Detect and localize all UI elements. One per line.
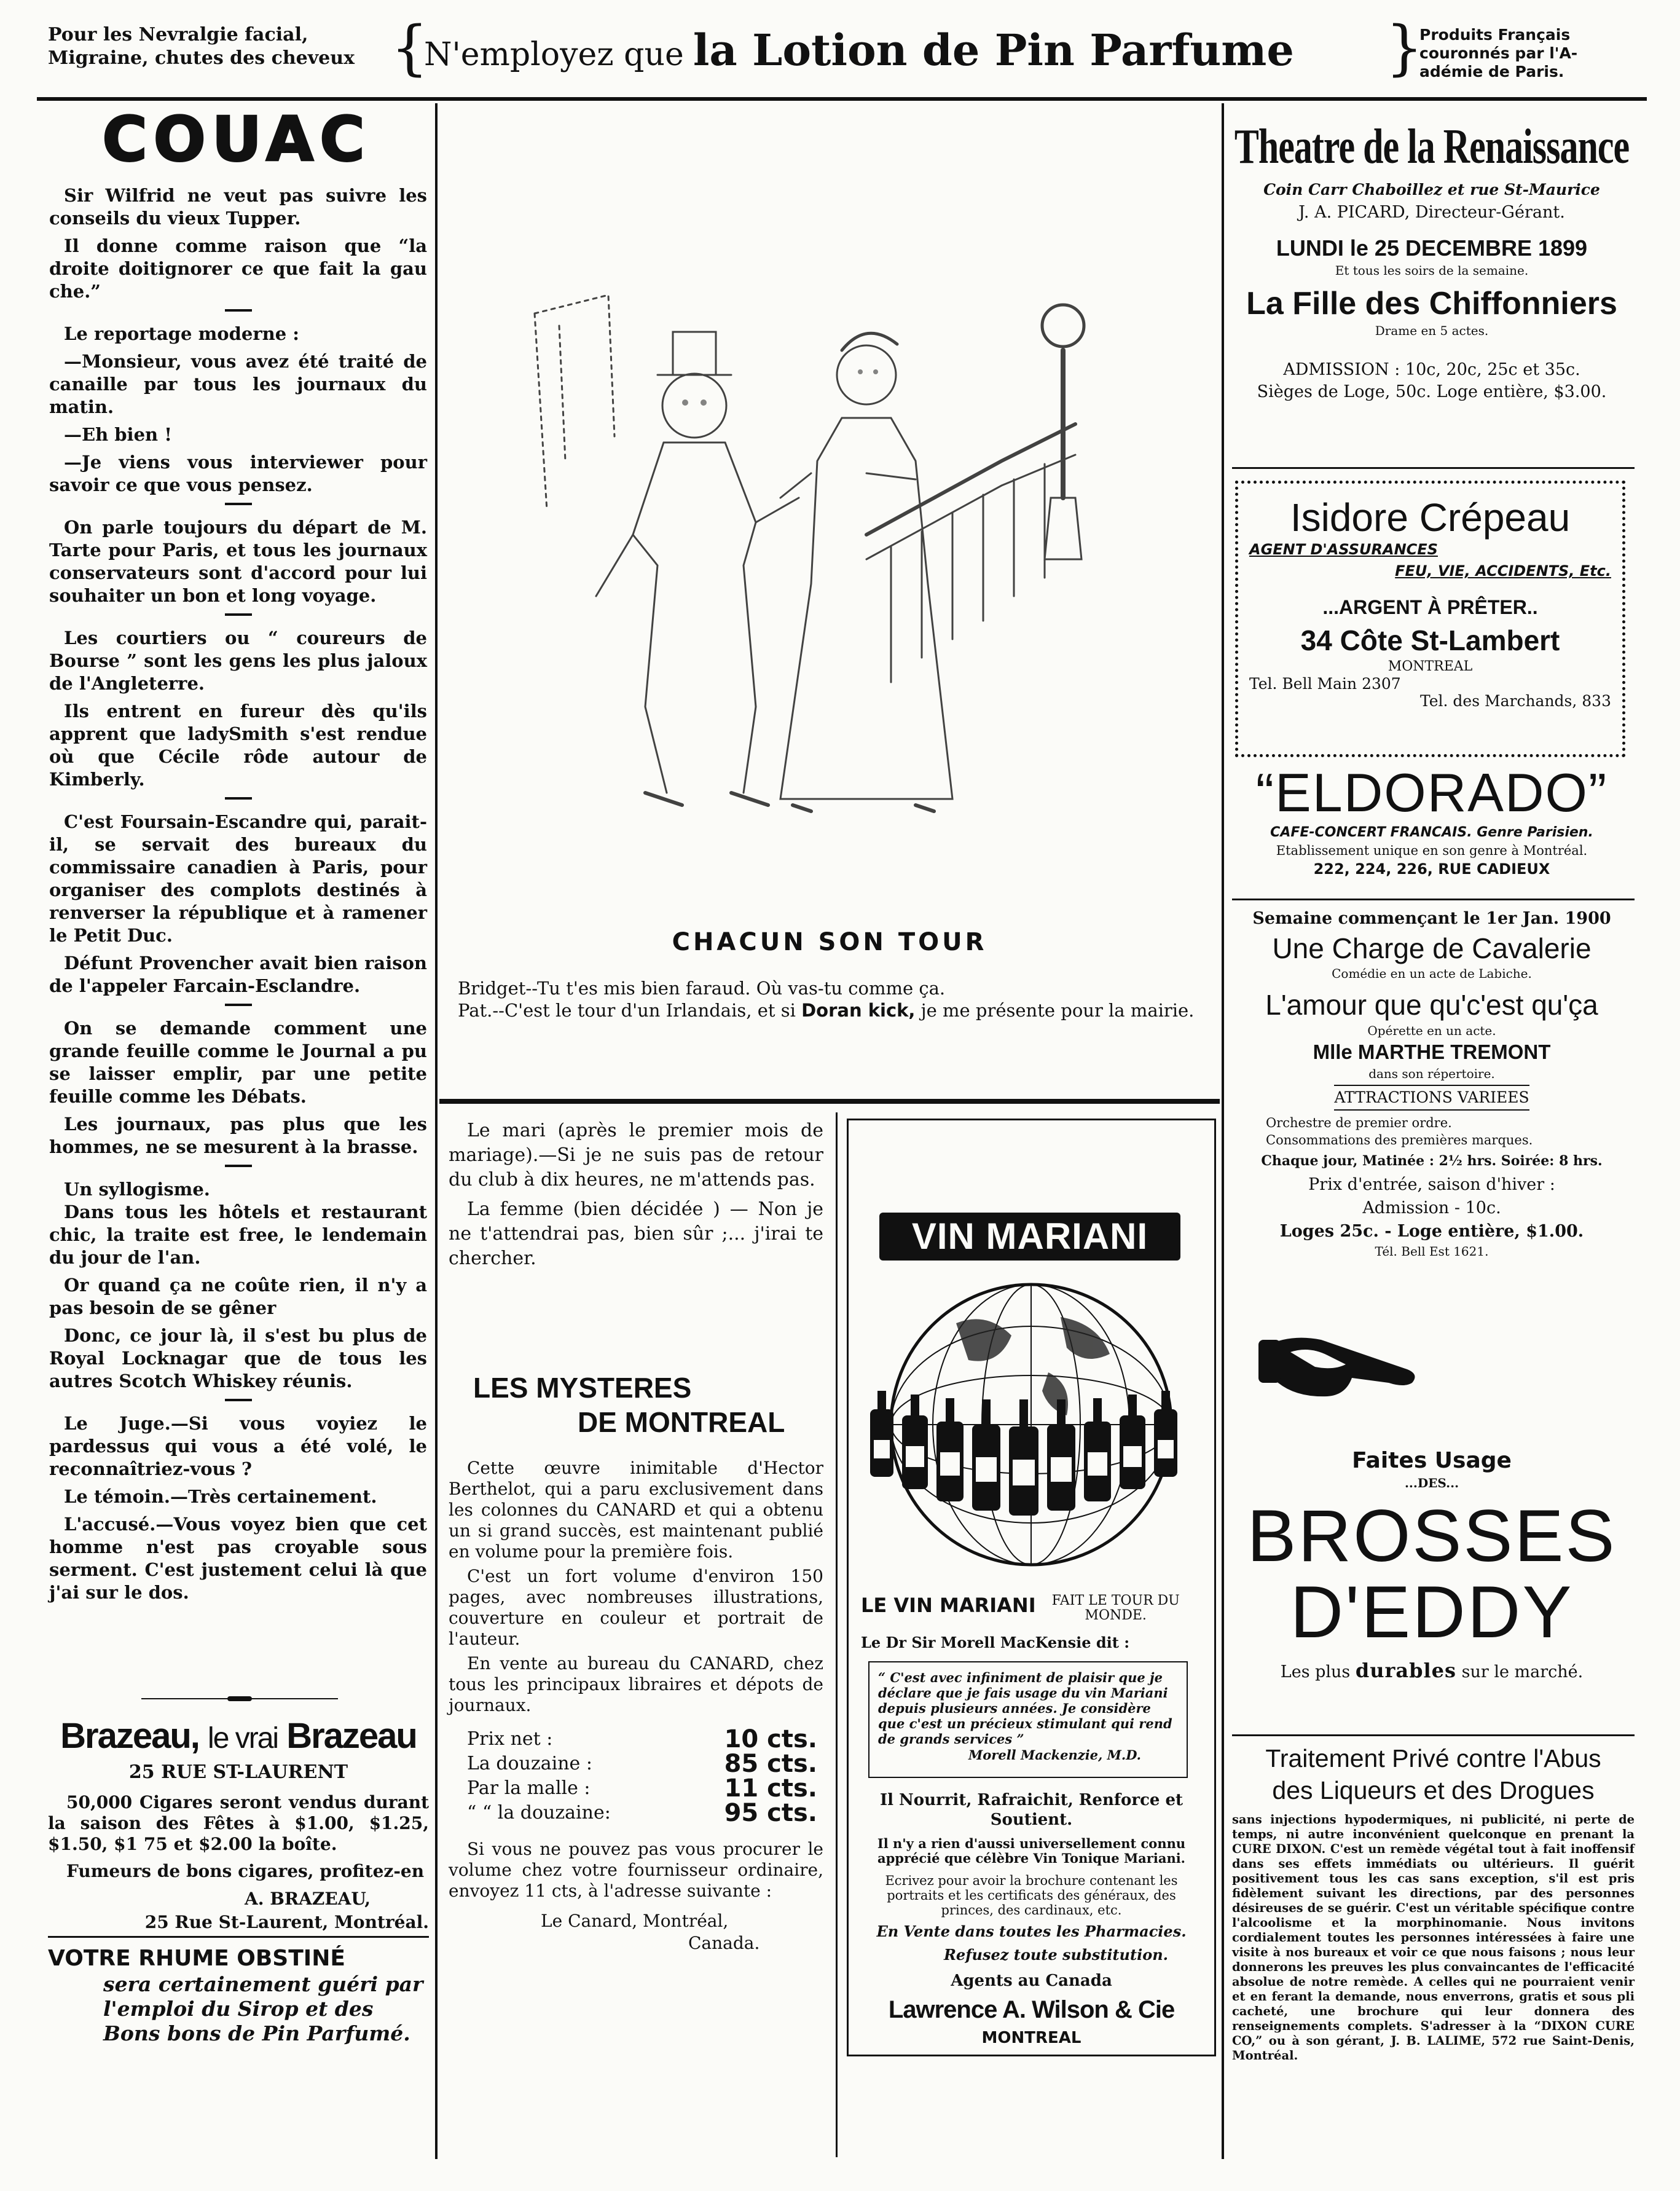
- theatre-addr: Coin Carr Chaboillez et rue St-Maurice: [1263, 181, 1600, 199]
- mari-p1: Le mari (après le premier mois de mariage).—Si je ne suis pas de retour du club à dix heures, ne m'attends pas.: [449, 1120, 823, 1190]
- eldorado-show1: Une Charge de Cavalerie: [1272, 932, 1592, 964]
- couac-p3: Le reportage moderne :: [64, 323, 299, 344]
- eddy-tag-b: durables: [1355, 1659, 1457, 1682]
- brazeau-rule: [48, 1936, 429, 1938]
- crepeau-name: Isidore Crépeau: [1290, 495, 1571, 540]
- brazeau-ad: [48, 1715, 429, 1934]
- couac-p2: Il donne comme raison que “la droite doitignorer ce que fait la gau che.”: [49, 235, 427, 302]
- col-rule-2: [1222, 103, 1224, 2159]
- theatre-adm2: Sièges de Loge, 50c. Loge entière, $3.00.: [1257, 382, 1607, 401]
- couac-p12: On se demande comment une grande feuille comme le Journal a pu se laisser emplir, par une petite feuille comme les Débats.: [49, 1018, 427, 1107]
- header-brace-right: }: [1386, 14, 1424, 82]
- header-right-line2: couronnés par l'A-: [1419, 44, 1578, 62]
- mysteres-prices: [449, 1727, 823, 1825]
- eddy-faites: Faites Usage: [1352, 1448, 1512, 1473]
- couac-p5: —Eh bien !: [64, 424, 172, 445]
- mariani-l8: MONTREAL: [981, 2029, 1081, 2047]
- mysteres-p3: En vente au bureau du CANARD, chez tous les principaux libraires et dépots de journaux.: [449, 1653, 823, 1715]
- eldorado-ad: [1229, 762, 1635, 879]
- col-rule-1: [435, 103, 438, 2159]
- ornament-divider: [141, 1696, 338, 1701]
- eddy-t2: D'EDDY: [1290, 1571, 1574, 1653]
- mariani-tagline: [861, 1594, 1205, 1623]
- brazeau-body: 50,000 Cigares seront vendus durant la saison des Fêtes à $1.00, $1.25, $1.50, $1 75 et $2.00 la boîte.: [48, 1792, 429, 1854]
- cartoon-illustration: [522, 277, 1143, 891]
- price-row: [467, 1727, 817, 1752]
- price-value: 85 cts.: [724, 1750, 817, 1778]
- couac-p7: On parle toujours du départ de M. Tarte pour Paris, et tous les journaux conservateurs sont d'accord pour lui souhaiter un bon et long voyage.: [49, 517, 427, 606]
- eldorado-show2-sub: Opérette en un acte.: [1367, 1023, 1496, 1038]
- dixon-title2: des Liqueurs et des Drogues: [1272, 1776, 1595, 1804]
- separator: [225, 613, 252, 616]
- crepeau-city: MONTREAL: [1388, 659, 1473, 674]
- couac-p19: Le témoin.—Très certainement.: [64, 1486, 377, 1507]
- couac-column: [49, 184, 427, 1609]
- rhume-title: VOTRE RHUME OBSTINÉ: [48, 1946, 345, 1971]
- cartoon-line1: Bridget--Tu t'es mis bien faraud. Où vas-tu comme ça.: [458, 978, 946, 999]
- price-value: 95 cts.: [724, 1799, 817, 1827]
- mariani-l3: Ecrivez pour avoir la brochure contenant les portraits et les certificats des généraux, des princes, des cardinaux, etc.: [885, 1873, 1178, 1918]
- header-left: [48, 23, 392, 70]
- mariani-l1: Il Nourrit, Rafraichit, Renforce et Soutient.: [879, 1791, 1183, 1829]
- couac-p9: Ils entrent en fureur dès qu'ils apprent que ladySmith s'est rendue où que Cécile rôde autour de Kimberly.: [49, 701, 427, 790]
- mariani-title: VIN MARIANI: [911, 1216, 1148, 1257]
- brazeau-title-c: Brazeau: [286, 1716, 417, 1756]
- mysteres-p1: Cette œuvre inimitable d'Hector Berthelot, qui a paru exclusivement dans les colonnes du CANARD et qui a obtenu un si grand succès, est maintenant publié en volume pour la première fois.: [449, 1458, 823, 1562]
- couac-title: COUAC: [102, 103, 371, 175]
- price-label: Prix net :: [467, 1728, 553, 1750]
- eldorado-attr: ATTRACTIONS VARIEES: [1334, 1085, 1529, 1111]
- header-brace-left: {: [391, 14, 429, 82]
- price-row: [467, 1776, 817, 1801]
- col2-inner-rule: [836, 1112, 838, 2157]
- theatre-dir: J. A. PICARD, Directeur-Gérant.: [1298, 203, 1565, 222]
- mariani-quote-sig: Morell Mackenzie, M.D.: [968, 1747, 1141, 1763]
- price-value: 11 cts.: [724, 1774, 817, 1803]
- eldorado-show1-sub: Comédie en un acte de Labiche.: [1332, 966, 1532, 981]
- theatre-title: Theatre de la Renaissance: [1234, 119, 1630, 174]
- mariani-l5: Refusez toute substitution.: [943, 1946, 1168, 1964]
- crepeau-argent: ...ARGENT À PRÊTER..: [1322, 596, 1538, 618]
- mariani-ad: [847, 1119, 1216, 2056]
- dixon-ad: [1232, 1742, 1635, 2063]
- eldorado-adm: Admission - 10c.: [1362, 1198, 1501, 1217]
- mysteres-title2: DE MONTREAL: [578, 1406, 785, 1438]
- eldorado-title: “ELDORADO”: [1255, 762, 1608, 823]
- crepeau-role: AGENT D'ASSURANCES: [1249, 541, 1438, 558]
- eldorado-loges: Loges 25c. - Loge entière, $1.00.: [1279, 1222, 1584, 1241]
- eddy-tag-c: sur le marché.: [1456, 1662, 1584, 1682]
- hand-pointing-icon: [1254, 1321, 1438, 1407]
- mariani-quote-box: [868, 1661, 1188, 1778]
- eldorado-artist-sub: dans son répertoire.: [1368, 1066, 1495, 1081]
- mysteres-p4: Si vous ne pouvez pas vous procurer le volume chez votre fournisseur ordinaire, envoyez 11 cts, à l'adresse suivante :: [449, 1839, 823, 1901]
- header-center-main: la Lotion de Pin Parfume: [693, 25, 1294, 76]
- couac-p17: Donc, ce jour là, il s'est bu plus de Royal Locknagar que de tous les autres Scotch Whiskey réunis.: [49, 1325, 427, 1391]
- header-rule: [37, 97, 1647, 101]
- couac-p15: Dans tous les hôtels et restaurant chic, la traite est free, le lendemain du jour de l'an.: [49, 1202, 427, 1268]
- couac-p13: Les journaux, pas plus que les hommes, ne se mesurent à la brasse.: [49, 1114, 427, 1157]
- mari-story: [449, 1119, 823, 1271]
- mysteres-addr2: Canada.: [688, 1933, 760, 1953]
- couac-p20: L'accusé.—Vous voyez bien que cet homme n'est pas croyable sous serment. C'est justement celui là que j'ai sur le dos.: [49, 1514, 427, 1603]
- eldorado-prix: Prix d'entrée, saison d'hiver :: [1308, 1175, 1555, 1194]
- couac-p11: Défunt Provencher avait bien raison de l'appeler Farcain-Esclandre.: [49, 953, 427, 996]
- separator: [225, 309, 252, 312]
- brazeau-title-b: le vrai: [208, 1722, 278, 1755]
- separator: [225, 797, 252, 800]
- theatre-play: La Fille des Chiffonniers: [1246, 286, 1617, 321]
- brazeau-title: [48, 1715, 429, 1760]
- mysteres-ad: [449, 1371, 823, 1954]
- header-left-line1: Pour les Nevralgie facial,: [48, 24, 308, 45]
- mariani-globe: [864, 1268, 1199, 1581]
- mariani-l6: Agents au Canada: [951, 1972, 1112, 1990]
- header-right: [1419, 26, 1665, 81]
- mariani-tag-b: FAIT LE TOUR DU MONDE.: [1051, 1593, 1180, 1623]
- brazeau-line2: Fumeurs de bons cigares, profitez-en: [66, 1861, 425, 1881]
- mariani-doc: Le Dr Sir Morell MacKensie dit :: [861, 1634, 1130, 1651]
- mariani-title-box: [879, 1213, 1180, 1261]
- couac-p18: Le Juge.—Si vous voyiez le pardessus qui vous a été volé, le reconnaîtriez-vous ?: [49, 1413, 427, 1479]
- mariani-quote: “ C'est avec infiniment de plaisir que je déclare que je fais usage du vin Mariani depuis plusieurs années. Je considère que c'est un précieux stimulant qui rend de grands services ”: [878, 1670, 1172, 1747]
- couac-p14: Un syllogisme.: [64, 1179, 210, 1200]
- cartoon-line2-a: Pat.--C'est le tour d'un Irlandais, et si: [458, 1000, 802, 1021]
- dixon-body: sans injections hypodermiques, ni publicité, ni perte de temps, ni autre inconvénient quelconque en prenant la CURE DIXON. C'est un remède végétal tout à fait inoffensif dans ses effets immédiats ou ultérieurs. Il guérit positivement tous les cas sans exception, s'il est pris fidèlement suivant les directions, par des personnes désireuses de se guérir. C'est un véritable spécifique contre l'alcoolisme et la morphinomanie. Nous invitons cordialement toutes les personnes intéressées à faire une visite à nos bureaux et voir ce que nous faisons ; nous leur donnerons les preuves les plus convaincantes de l'efficacité absolue de notre remède. A celles qui ne pourraient venir et en ferant la demande, nous enverrons, gratis et sous pli cacheté, une brochure qui leur donnera des renseignements complets. S'adresser à la “DIXON CURE CO,” ou à son gérant, J. B. LALIME, 572 rue Saint-Denis, Montréal.: [1232, 1812, 1635, 2063]
- brazeau-sig: A. BRAZEAU,: [245, 1889, 371, 1909]
- brazeau-title-a: Brazeau,: [60, 1716, 199, 1756]
- eldorado-addr: 222, 224, 226, RUE CADIEUX: [1313, 860, 1550, 878]
- eddy-t1: BROSSES: [1247, 1495, 1617, 1577]
- separator: [225, 503, 252, 505]
- theatre-sub: Et tous les soirs de la semaine.: [1335, 263, 1529, 278]
- mariani-tag-a: LE VIN MARIANI: [861, 1594, 1036, 1617]
- theatre-rule: [1232, 467, 1635, 469]
- theatre-date: LUNDI le 25 DECEMBRE 1899: [1276, 235, 1588, 261]
- eddy-des: ...DES...: [1404, 1476, 1459, 1490]
- mysteres-title1: LES MYSTERES: [473, 1372, 692, 1404]
- couac-p1: Sir Wilfrid ne veut pas suivre les conseils du vieux Tupper.: [49, 185, 427, 229]
- price-value: 10 cts.: [724, 1725, 817, 1753]
- rhume-body: sera certainement guéri par l'emploi du Sirop et des Bons bons de Pin Parfumé.: [103, 1972, 423, 2045]
- couac-p4: —Monsieur, vous avez été traité de canaille par tous les journaux du matin.: [49, 351, 427, 417]
- theatre-play-sub: Drame en 5 actes.: [1375, 323, 1489, 338]
- header-center: [424, 25, 1294, 76]
- eldorado-cons: Consommations des premières marques.: [1266, 1133, 1533, 1147]
- cartoon-caption: [458, 977, 1214, 1021]
- mysteres-addr1: Le Canard, Montréal,: [541, 1911, 729, 1931]
- crepeau-tel1: Tel. Bell Main 2307: [1249, 675, 1401, 693]
- couac-p6: —Je viens vous interviewer pour savoir ce que vous pensez.: [49, 452, 427, 495]
- price-row: [467, 1752, 817, 1776]
- eddy-tagline: [1229, 1656, 1635, 1686]
- separator: [225, 1004, 252, 1006]
- eldorado-sub: CAFE-CONCERT FRANCAIS. Genre Parisien.: [1270, 825, 1593, 840]
- header-right-line1: Produits Français: [1419, 26, 1571, 44]
- couac-p16: Or quand ça ne coûte rien, il n'y a pas besoin de se gêner: [49, 1275, 427, 1318]
- price-label: La douzaine :: [467, 1753, 592, 1774]
- mari-p2: La femme (bien décidée ) — Non je ne t'attendrai pas, bien sûr ;... j'irai te chercher.: [449, 1198, 823, 1269]
- eddy-tag-a: Les plus: [1280, 1662, 1356, 1682]
- couac-p8: Les courtiers ou “ coureurs de Bourse ” sont les gens les plus jaloux de l'Angleterre.: [49, 627, 427, 694]
- header-left-line2: Migraine, chutes des cheveux: [48, 47, 355, 69]
- couac-p10: C'est Foursain-Escandre qui, parait-il, se servait des bureaux du commissaire canadien à Paris, pour organiser des complots destinés à renverser la république et à ramener le Petit Duc.: [49, 811, 427, 946]
- eddy-ad: [1229, 1447, 1635, 1686]
- eldorado-orch: Orchestre de premier ordre.: [1266, 1115, 1452, 1130]
- cartoon-rule: [439, 1099, 1220, 1104]
- cartoon-line2-b: je me présente pour la mairie.: [915, 1000, 1195, 1021]
- header-right-line3: adémie de Paris.: [1419, 63, 1564, 81]
- eldorado-week: Semaine commençant le 1er Jan. 1900: [1252, 909, 1611, 928]
- header-center-prefix: N'employez que: [424, 36, 684, 73]
- crepeau-addr: 34 Côte St-Lambert: [1300, 624, 1560, 656]
- theatre-ad: [1229, 111, 1635, 403]
- brazeau-sig-addr: 25 Rue St-Laurent, Montréal.: [144, 1912, 429, 1932]
- cartoon-title: CHACUN SON TOUR: [672, 928, 987, 956]
- separator: [225, 1399, 252, 1401]
- price-label: “ “ la douzaine:: [467, 1802, 611, 1823]
- mysteres-p2: C'est un fort volume d'environ 150 pages, avec nombreuses illustrations, couverture en couleur et portrait de l'auteur.: [449, 1566, 823, 1649]
- eldorado-show2: L'amour que qu'c'est qu'ça: [1265, 989, 1598, 1021]
- price-label: Par la malle :: [467, 1777, 591, 1799]
- price-row: [467, 1801, 817, 1825]
- eddy-rule: [1232, 1734, 1635, 1736]
- cartoon-line2-bold: Doran kick,: [801, 1000, 916, 1021]
- crepeau-tel2: Tel. des Marchands, 833: [1420, 692, 1611, 710]
- eldorado-artist: Mlle MARTHE TREMONT: [1313, 1040, 1551, 1063]
- brazeau-address: 25 RUE ST-LAURENT: [128, 1761, 348, 1783]
- mariani-l4: En Vente dans toutes les Pharmacies.: [876, 1922, 1187, 1940]
- mariani-l7: Lawrence A. Wilson & Cie: [888, 1996, 1175, 2023]
- mariani-l2: Il n'y a rien d'aussi universellement connu apprécié que célèbre Vin Tonique Mariani.: [877, 1836, 1186, 1866]
- eldorado-times: Chaque jour, Matinée : 2½ hrs. Soirée: 8 hrs.: [1261, 1153, 1603, 1169]
- rhume-ad: [48, 1945, 429, 2046]
- eldorado-sub2: Etablissement unique en son genre à Montréal.: [1276, 843, 1588, 858]
- theatre-adm1: ADMISSION : 10c, 20c, 25c et 35c.: [1283, 360, 1580, 379]
- crepeau-ad: [1235, 481, 1625, 757]
- separator: [225, 1165, 252, 1167]
- eldorado-rule: [1232, 899, 1635, 900]
- dixon-title1: Traitement Privé contre l'Abus: [1265, 1744, 1601, 1772]
- eldorado-program: [1229, 907, 1635, 1259]
- crepeau-lines: FEU, VIE, ACCIDENTS, Etc.: [1395, 562, 1611, 580]
- eldorado-tel: Tél. Bell Est 1621.: [1375, 1244, 1489, 1259]
